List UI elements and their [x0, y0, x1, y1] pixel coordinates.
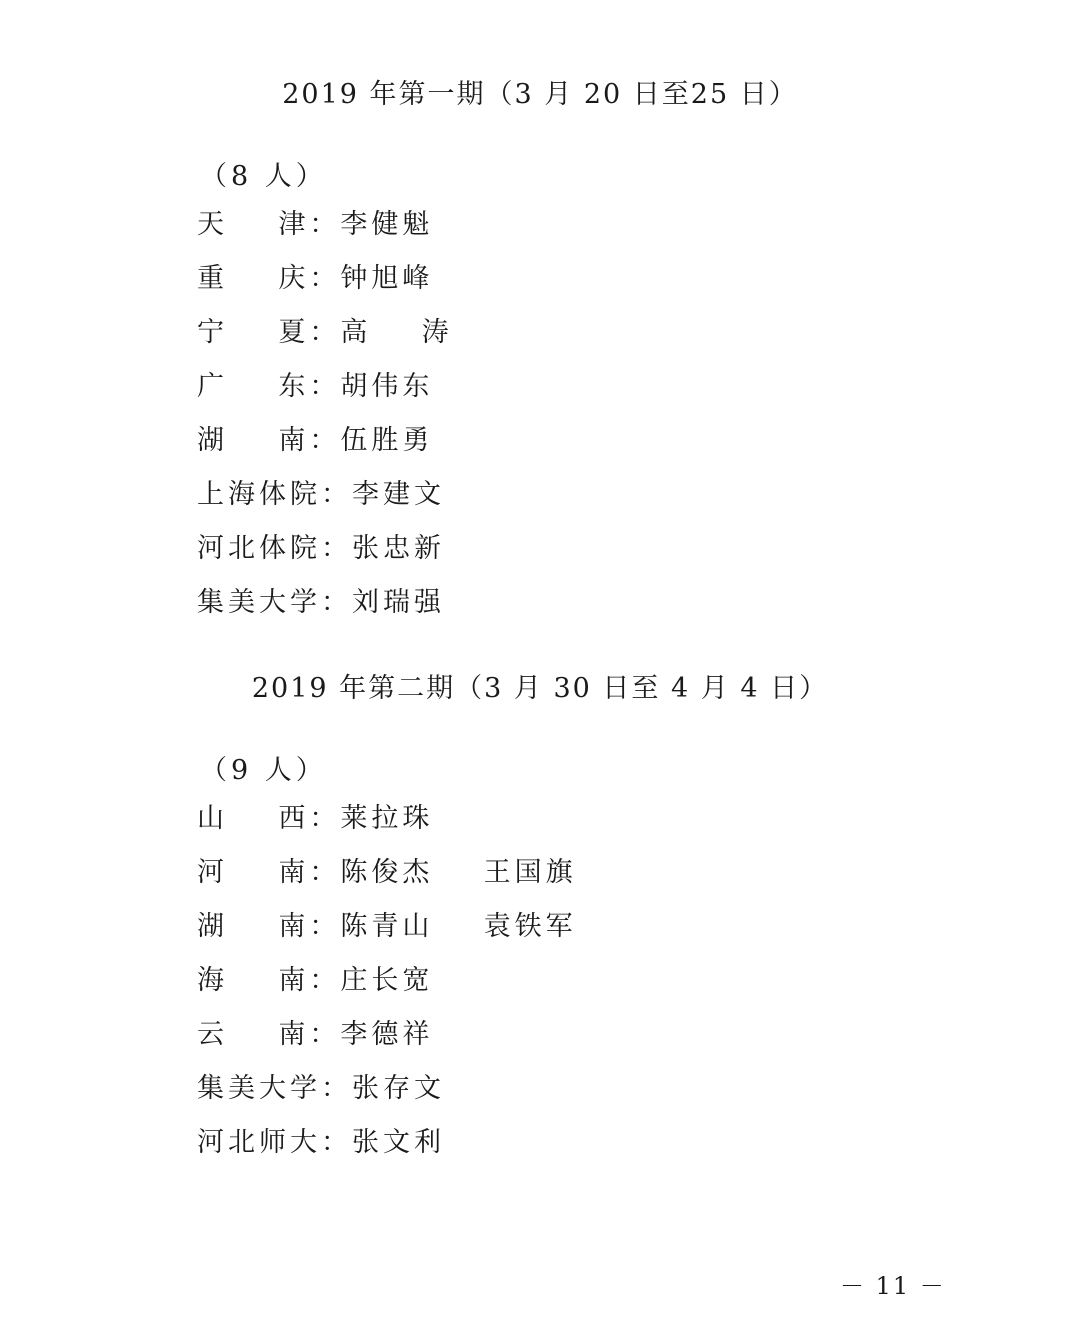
section-2-entry-5: 云 南：李德祥 [197, 1019, 434, 1050]
section-2-title: 2019 年第二期（3 月 30 日至 4 月 4 日） [251, 673, 829, 704]
section-1-entry-7: 河北体院：张忠新 [197, 533, 445, 564]
section-2-entry-1: 山 西：莱拉珠 [197, 803, 434, 834]
section-1-count: （8 人） [200, 161, 327, 192]
section-1-title: 2019 年第一期（3 月 20 日至25 日） [282, 79, 798, 110]
section-1-entry-8: 集美大学：刘瑞强 [197, 587, 445, 618]
page-number: － 11 － [840, 1272, 946, 1300]
section-1-entry-3: 宁 夏：高 涛 [197, 317, 453, 348]
section-1-entry-4: 广 东：胡伟东 [197, 371, 434, 402]
section-1-entry-5: 湖 南：伍胜勇 [197, 425, 434, 456]
section-2-entry-6: 集美大学：张存文 [197, 1073, 445, 1104]
section-1-entry-2: 重 庆：钟旭峰 [197, 263, 434, 294]
section-1-entry-1: 天 津：李健魁 [197, 209, 434, 240]
section-1-entry-6: 上海体院：李建文 [197, 479, 445, 510]
section-2-entry-4: 海 南：庄长宽 [197, 965, 434, 996]
section-2-entry-3: 湖 南：陈青山 袁铁军 [197, 911, 577, 942]
section-2-entry-2: 河 南：陈俊杰 王国旗 [197, 857, 577, 888]
section-2-count: （9 人） [200, 755, 327, 786]
section-2-entry-7: 河北师大：张文利 [197, 1127, 445, 1158]
